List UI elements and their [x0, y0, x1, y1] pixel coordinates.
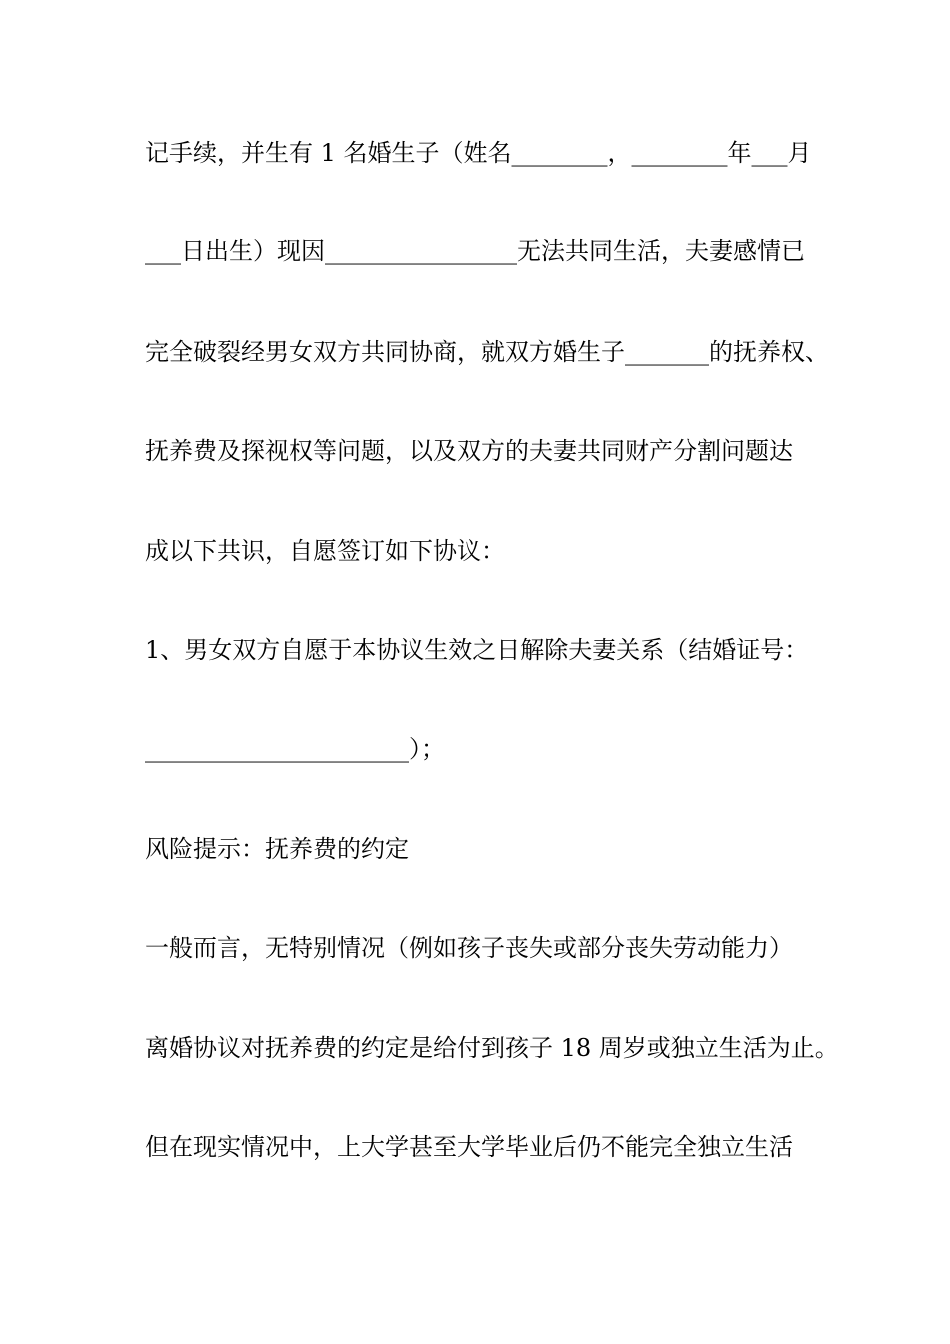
paragraph-line: 但在现实情况中，上大学甚至大学毕业后仍不能完全独立生活	[145, 1133, 793, 1161]
paragraph-line: 完全破裂经男女双方共同协商，就双方婚生子_______的抚养权、	[145, 338, 829, 366]
paragraph-line: 一般而言，无特别情况（例如孩子丧失或部分丧失劳动能力）	[145, 934, 793, 962]
paragraph-line: 抚养费及探视权等问题，以及双方的夫妻共同财产分割问题达	[145, 437, 793, 465]
marriage-certificate-number-line: ______________________）；	[145, 735, 445, 763]
paragraph-line: 记手续，并生有 1 名婚生子（姓名________，________年___月	[145, 139, 812, 167]
paragraph-line: 离婚协议对抚养费的约定是给付到孩子 18 周岁或独立生活为止。	[145, 1034, 839, 1062]
clause-1-line: 1、男女双方自愿于本协议生效之日解除夫妻关系（结婚证号：	[145, 636, 809, 664]
paragraph-line: ___日出生）现因________________无法共同生活，夫妻感情已	[145, 237, 805, 265]
risk-notice-heading: 风险提示：抚养费的约定	[145, 835, 409, 863]
paragraph-line: 成以下共识，自愿签订如下协议：	[145, 537, 505, 565]
